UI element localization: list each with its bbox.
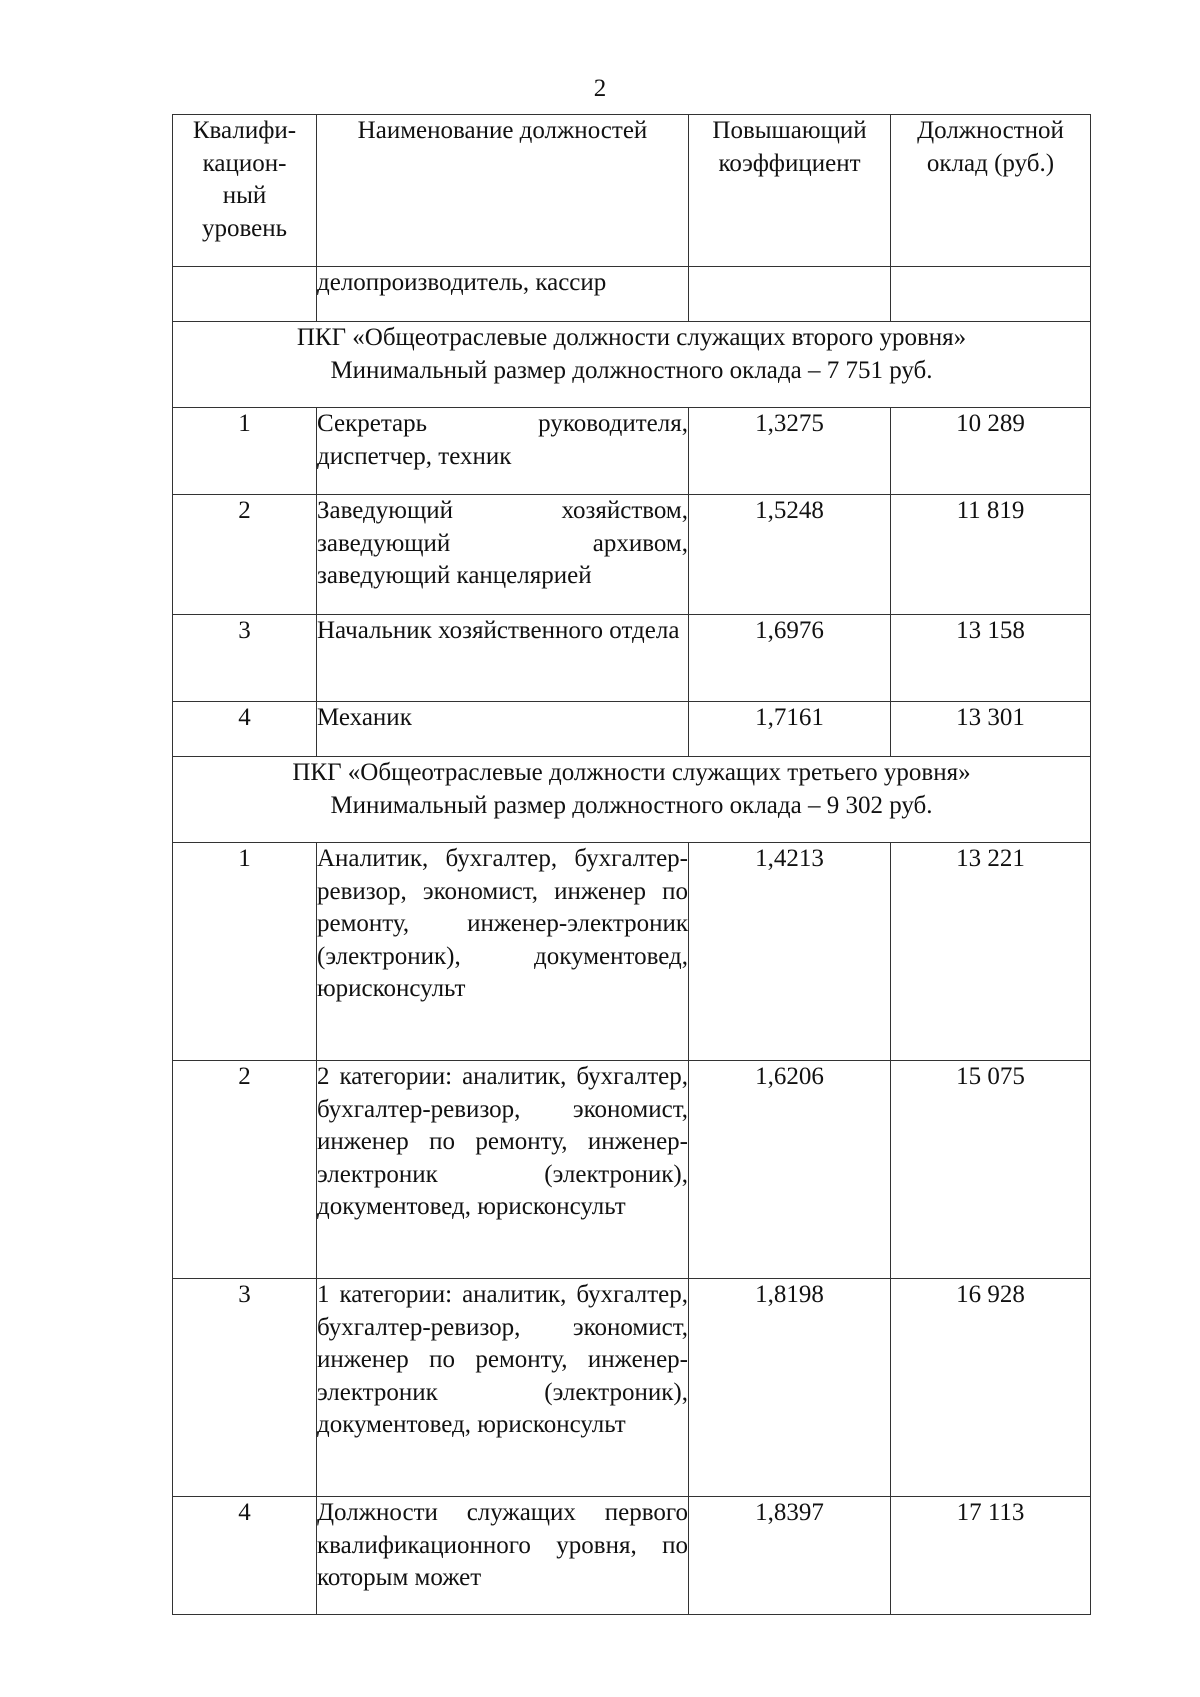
cell-level: 4: [173, 1497, 317, 1615]
cell-coefficient: [689, 267, 891, 322]
cell-coefficient: 1,5248: [689, 495, 891, 615]
cell-position: Секретарь руководителя, диспетчер, техник: [317, 408, 689, 495]
cell-salary: 16 928: [891, 1279, 1091, 1497]
header-level: Квалифи- кацион- ный уровень: [173, 115, 317, 267]
header-salary: Должностной оклад (руб.): [891, 115, 1091, 267]
group-title: ПКГ «Общеотраслевые должности служащих второго уровня»: [296, 324, 967, 351]
cell-position: 2 категории: аналитик, бухгалтер, бухгалтер-ревизор, экономист, инженер по ремонту, инженер-электроник (электроник), документовед, юрисконсульт: [317, 1061, 689, 1279]
group-title: ПКГ «Общеотраслевые должности служащих третьего уровня»: [292, 759, 971, 786]
header-coefficient: Повышающий коэффициент: [689, 115, 891, 267]
cell-level: 1: [173, 843, 317, 1061]
table-header-row: [173, 115, 1091, 267]
cell-level: 3: [173, 1279, 317, 1497]
group-min-salary: Минимальный размер должностного оклада – 7 751 руб.: [330, 356, 933, 384]
cell-position: Заведующий хозяйством, заведующий архивом, заведующий канцелярией: [317, 495, 689, 615]
cell-salary: 15 075: [891, 1061, 1091, 1279]
table-row: [173, 1279, 1091, 1497]
group-header-row: [173, 757, 1091, 843]
cell-coefficient: 1,8397: [689, 1497, 891, 1615]
cell-level: 2: [173, 495, 317, 615]
group-min-salary: Минимальный размер должностного оклада – 9 302 руб.: [330, 791, 933, 819]
cell-coefficient: 1,6976: [689, 615, 891, 702]
group-header-third-level: [173, 757, 1091, 843]
table-row: [173, 615, 1091, 702]
cell-level: [173, 267, 317, 322]
table-row: [173, 495, 1091, 615]
cell-coefficient: 1,8198: [689, 1279, 891, 1497]
cell-position: 1 категории: аналитик, бухгалтер, бухгалтер-ревизор, экономист, инженер по ремонту, инженер-электроник (электроник), документовед, юрисконсульт: [317, 1279, 689, 1497]
table-row: [173, 843, 1091, 1061]
table-row: [173, 1061, 1091, 1279]
cell-position: делопроизводитель, кассир: [317, 267, 689, 322]
cell-coefficient: 1,6206: [689, 1061, 891, 1279]
cell-salary: 11 819: [891, 495, 1091, 615]
header-position: Наименование должностей: [317, 115, 689, 267]
cell-level: 2: [173, 1061, 317, 1279]
table-row-continued: [173, 267, 1091, 322]
table-row: [173, 1497, 1091, 1615]
cell-salary: 13 301: [891, 702, 1091, 757]
cell-position: Механик: [317, 702, 689, 757]
cell-level: 3: [173, 615, 317, 702]
salary-table: [172, 114, 1091, 1615]
page-number: 2: [593, 75, 607, 102]
group-header-row: [173, 322, 1091, 408]
cell-salary: 17 113: [891, 1497, 1091, 1615]
cell-position: Начальник хозяйственного отдела: [317, 615, 689, 702]
cell-level: 1: [173, 408, 317, 495]
cell-salary: [891, 267, 1091, 322]
cell-salary: 10 289: [891, 408, 1091, 495]
cell-coefficient: 1,7161: [689, 702, 891, 757]
cell-position: Аналитик, бухгалтер, бухгалтер-ревизор, экономист, инженер по ремонту, инженер-электроник (электроник), документовед, юрисконсульт: [317, 843, 689, 1061]
table-row: [173, 702, 1091, 757]
cell-salary: 13 158: [891, 615, 1091, 702]
cell-level: 4: [173, 702, 317, 757]
cell-salary: 13 221: [891, 843, 1091, 1061]
table-row: [173, 408, 1091, 495]
cell-coefficient: 1,4213: [689, 843, 891, 1061]
group-header-second-level: [173, 322, 1091, 408]
cell-position: Должности служащих первого квалификационного уровня, по которым может: [317, 1497, 689, 1615]
cell-coefficient: 1,3275: [689, 408, 891, 495]
